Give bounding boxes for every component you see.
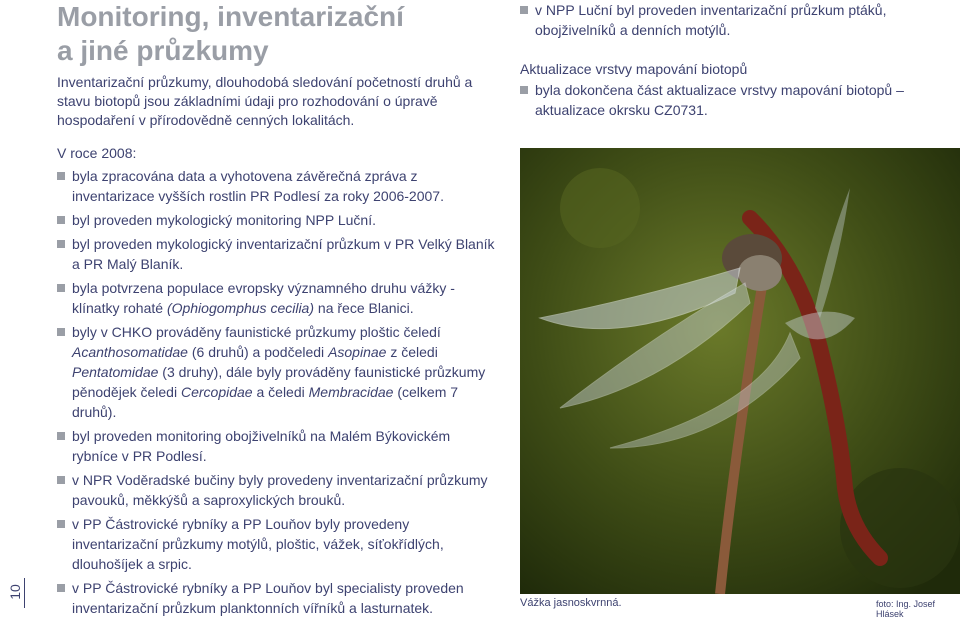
list-item-text: v NPR Voděradské bučiny byly provedeny inventarizační průzkumy pavouků, měkkýšů a saproxylických brouků. [72,472,488,508]
page-title-line-2: a jiné průzkumy [57,35,269,66]
list-item [57,514,497,574]
bullet-square-icon [520,6,528,14]
list-item [57,426,497,466]
bullet-square-icon [57,520,65,528]
list-item [520,0,950,40]
page-number-divider [24,578,25,608]
list-item [520,80,960,120]
list-item-italic: Membracidae [308,384,394,400]
dragonfly-photo [520,148,960,594]
list-item-text: v PP Částrovické rybníky a PP Louňov byl specialisty proveden inventarizační průzkum planktonních vířníků a lasturnatek. [72,580,464,616]
list-item-text: byla potvrzena populace evropsky významného druhu vážky - klínatky rohaté [72,280,455,316]
bullet-square-icon [520,86,528,94]
list-item-text: (celkem 7 druhů). [72,384,459,420]
list-item-text: (6 druhů) a podčeledi [187,344,329,360]
bullet-square-icon [57,584,65,592]
page-title-line-1: Monitoring, inventarizační [57,1,404,32]
list-item-italic: Asopinae [328,344,387,360]
list-item-text: v NPP Luční byl proveden inventarizační průzkum ptáků, obojživelníků a denních motýlů. [535,2,887,38]
page-title [57,0,404,68]
list-item [57,470,497,510]
bullet-square-icon [57,216,65,224]
list-item [57,210,497,230]
page-number-text: 10 [7,584,23,600]
page-number [6,580,26,606]
year-heading: V roce 2008: [57,145,137,161]
bullet-square-icon [57,284,65,292]
right-bullet-list-top [520,0,950,44]
dragonfly-illustration [520,148,960,594]
bullet-square-icon [57,432,65,440]
list-item-text: a čeledi [252,384,309,400]
list-item-italic: (Ophiogomphus cecilia) [166,300,315,316]
photo-caption: Vážka jasnoskvrnná. [520,597,622,609]
list-item-text: byly v CHKO prováděny faunistické průzkumy ploštic čeledí [72,324,441,340]
list-item [57,278,497,318]
list-item-text: na řece Blanici. [314,300,414,316]
left-bullet-list [57,166,497,622]
list-item-italic: Acanthosomatidae [72,344,188,360]
photo-credit: foto: Ing. Josef Hlásek [876,599,936,619]
list-item-text: z čeledi [386,344,438,360]
list-item [57,234,497,274]
bullet-square-icon [57,328,65,336]
right-bullet-list-bottom [520,80,960,124]
list-item [57,166,497,206]
list-item-text: byl proveden mykologický monitoring NPP Luční. [72,212,377,228]
list-item [57,578,497,618]
list-item-text: v PP Částrovické rybníky a PP Louňov byly provedeny inventarizační průzkumy motýlů, ploštic, vážek, síťokřídlých, dlouhošíjek a srpic. [72,516,444,572]
list-item-italic: Cercopidae [180,384,253,400]
list-item-text: byla dokončena část aktualizace vrstvy mapování biotopů – aktualizace okrsku CZ0731. [535,82,904,118]
list-item [57,322,497,422]
bullet-square-icon [57,240,65,248]
list-item-text: byla zpracována data a vyhotovena závěrečná zpráva z inventarizace vyšších rostlin PR Podlesí za roky 2006-2007. [72,168,444,204]
biotope-mapping-heading: Aktualizace vrstvy mapování biotopů [520,61,748,77]
list-item-text: byl proveden mykologický inventarizační průzkum v PR Velký Blaník a PR Malý Blaník. [72,236,495,272]
bullet-square-icon [57,172,65,180]
intro-paragraph: Inventarizační průzkumy, dlouhodobá sledování početností druhů a stavu biotopů jsou základními údaji pro rozhodování o úpravě hospodaření v přírodovědně cenných lokalitách. [57,74,473,128]
bullet-square-icon [57,476,65,484]
list-item-italic: Pentatomidae [72,364,159,380]
list-item-text: (3 druhy), dále byly prováděny faunistické průzkumy pěnodějek čeledi [72,364,486,400]
list-item-text: byl proveden monitoring obojživelníků na Malém Býkovickém rybníce v PR Podlesí. [72,428,451,464]
